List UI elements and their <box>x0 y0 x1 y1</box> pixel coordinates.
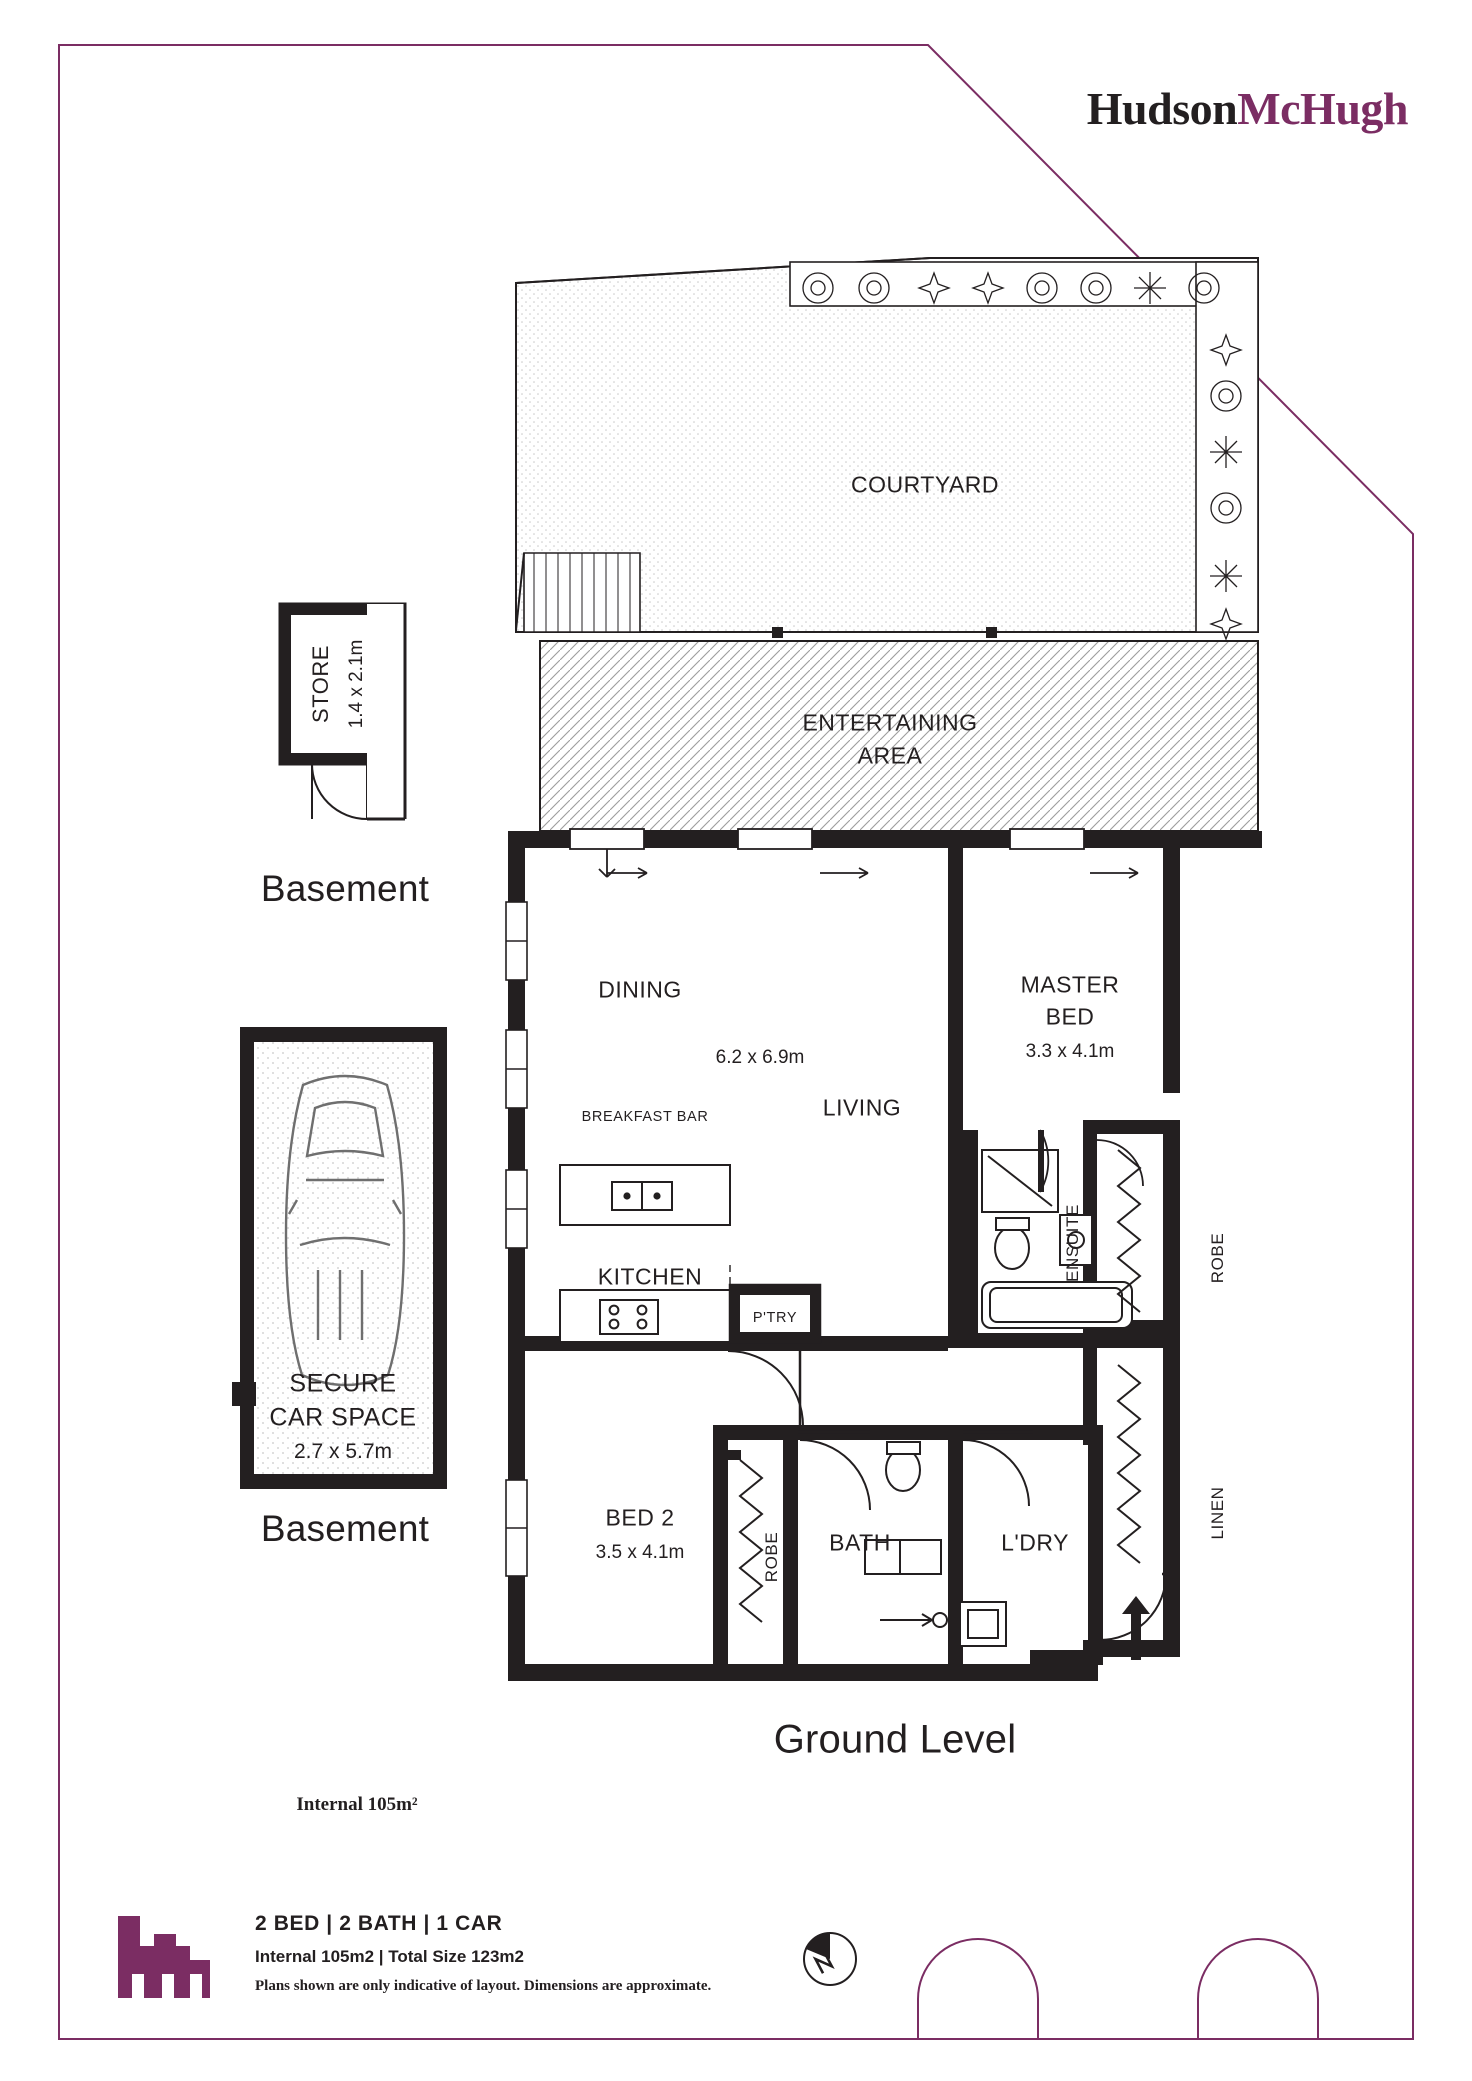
room-dim-carspace: 2.7 x 5.7m <box>293 1440 393 1463</box>
level-title-basement-store: Basement <box>260 868 430 909</box>
level-title-ground: Ground Level <box>773 1717 1017 1762</box>
room-label-carspace-line2: CAR SPACE <box>269 1403 417 1432</box>
room-label-master-line1: MASTER <box>1020 971 1120 998</box>
room-label-courtyard: COURTYARD <box>850 471 1000 498</box>
room-dim-bed2: 3.5 x 4.1m <box>595 1542 685 1563</box>
brand-name-secondary: McHugh <box>1237 83 1408 134</box>
room-label-breakfast-bar: BREAKFAST BAR <box>581 1109 709 1125</box>
room-label-laundry: L'DRY <box>1001 1529 1069 1556</box>
room-label-bath: BATH <box>829 1529 891 1556</box>
internal-area-note: Internal 105m² <box>296 1794 418 1815</box>
room-label-dining: DINING <box>598 976 682 1003</box>
room-dim-store: 1.4 x 2.1m <box>346 639 367 729</box>
room-label-ensuite: ENSUITE <box>1063 1204 1082 1282</box>
room-label-entertaining-line2: AREA <box>857 742 923 769</box>
compass-icon <box>795 1924 865 1994</box>
room-label-robe-bed2: ROBE <box>762 1531 781 1583</box>
room-label-kitchen: KITCHEN <box>597 1263 703 1290</box>
room-dim-master: 3.3 x 4.1m <box>1025 1041 1115 1062</box>
room-label-linen: LINEN <box>1208 1486 1227 1540</box>
room-label-living: LIVING <box>822 1094 902 1121</box>
room-label-master-line2: BED <box>1045 1003 1095 1030</box>
room-label-carspace-line1: SECURE <box>289 1369 397 1398</box>
room-label-entertaining-line1: ENTERTAINING <box>802 709 978 736</box>
room-label-bed2: BED 2 <box>605 1504 675 1531</box>
footer-sizes: Internal 105m2 | Total Size 123m2 <box>255 1947 525 1966</box>
courtyard-plan <box>516 258 1258 639</box>
basement-store-plan <box>280 604 405 819</box>
brand-name-primary: Hudson <box>1086 83 1238 134</box>
footer-disclaimer: Plans shown are only indicative of layout. Dimensions are approximate. <box>255 1978 712 1994</box>
footer-text-block <box>255 1912 711 1995</box>
level-title-basement-car: Basement <box>260 1508 430 1549</box>
room-label-pantry: P'TRY <box>752 1310 798 1326</box>
footer-summary: 2 BED | 2 BATH | 1 CAR <box>255 1912 503 1935</box>
footer-logo-icon <box>118 1916 210 1998</box>
room-label-robe-master: ROBE <box>1208 1232 1227 1284</box>
room-label-store: STORE <box>308 645 333 723</box>
room-dim-dining: 6.2 x 6.9m <box>715 1047 805 1068</box>
